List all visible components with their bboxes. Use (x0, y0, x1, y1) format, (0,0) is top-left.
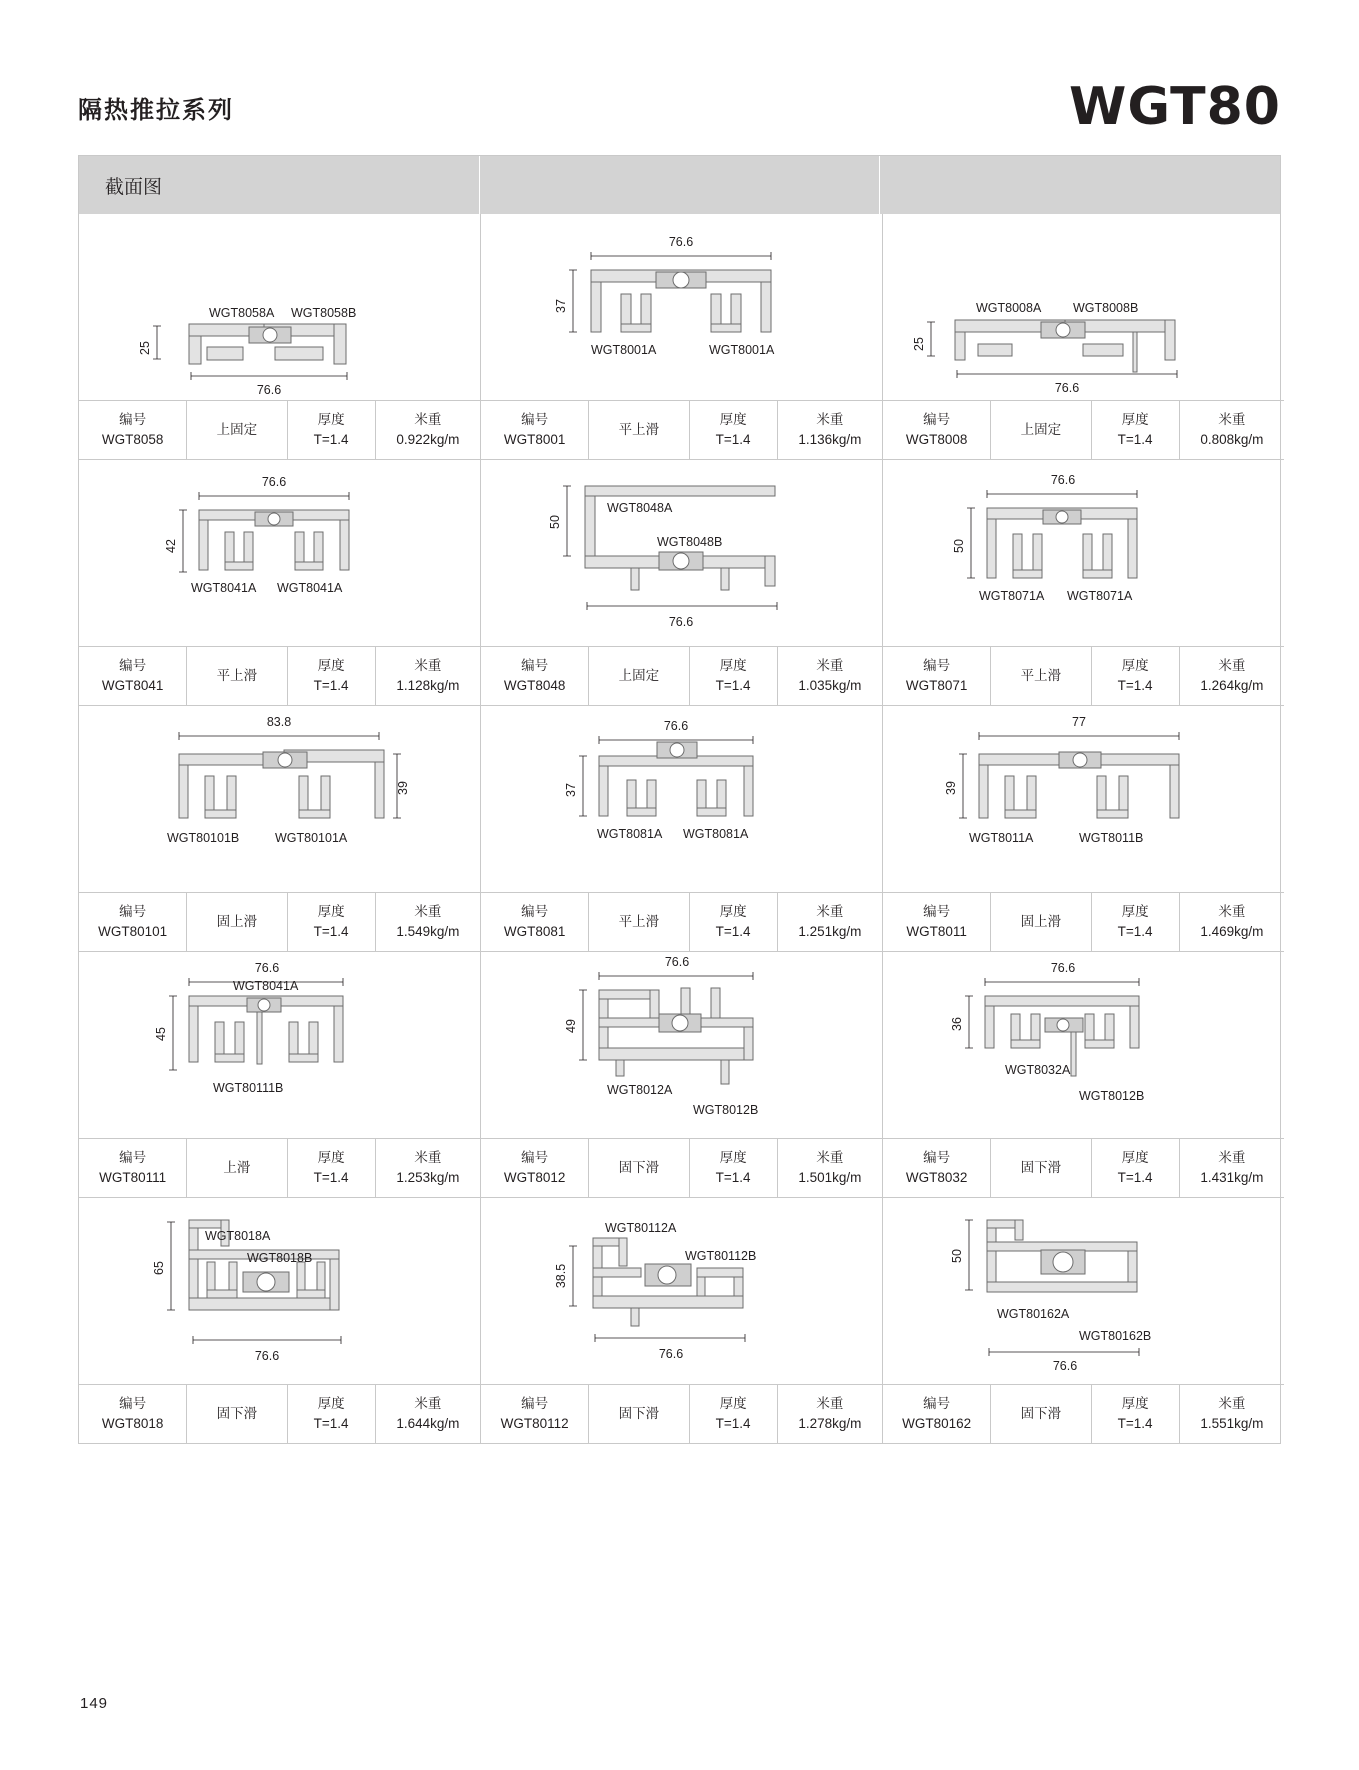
spec-value-thickness: T=1.4 (1117, 678, 1153, 693)
spec-thickness (288, 401, 376, 459)
spec-value-code: WGT8071 (905, 678, 968, 693)
spec-weight (778, 1139, 882, 1197)
part-label: WGT8041A (277, 581, 343, 595)
dim-width: 76.6 (256, 383, 282, 397)
dim-height: 65 (152, 1261, 166, 1275)
section-drawing (79, 1198, 480, 1385)
dim-height: 45 (154, 1027, 168, 1041)
spec-header-code: 编号 (521, 412, 549, 428)
part-label: WGT8012A (607, 1083, 673, 1097)
part-label: WGT80162B (1079, 1329, 1152, 1343)
spec-value-type: 固下滑 (1020, 1406, 1062, 1422)
spec-type (991, 1139, 1091, 1197)
part-label: WGT8012B (1079, 1089, 1145, 1103)
part-label: WGT8001A (591, 343, 657, 357)
spec-header-weight: 米重 (816, 658, 844, 674)
spec-value-thickness: T=1.4 (313, 678, 349, 693)
part-label: WGT8081A (683, 827, 749, 841)
table-row (79, 706, 1280, 952)
dim-width: 76.6 (1054, 381, 1080, 395)
dim-height: 39 (944, 781, 958, 795)
dim-height: 37 (554, 299, 568, 313)
profile-cell (481, 214, 883, 460)
spec-thickness (690, 893, 778, 951)
spec-value-weight: 1.035kg/m (798, 678, 862, 693)
spec-value-type: 固下滑 (618, 1406, 660, 1422)
spec-header-code: 编号 (521, 1396, 549, 1412)
part-label: WGT80101A (275, 831, 348, 845)
part-label: WGT80111B (213, 1081, 284, 1095)
spec-weight (376, 1385, 480, 1443)
spec-row (883, 401, 1284, 460)
spec-value-type: 上固定 (1020, 422, 1062, 438)
dim-width: 76.6 (254, 961, 280, 975)
spec-row (79, 893, 480, 952)
part-label: WGT8011B (1079, 831, 1144, 845)
spec-header-weight: 米重 (816, 1396, 844, 1412)
profile-cell (883, 214, 1284, 460)
spec-type (589, 647, 689, 705)
spec-value-code: WGT8018 (101, 1416, 164, 1431)
spec-header-thickness: 厚度 (317, 658, 345, 674)
spec-thickness (1092, 401, 1180, 459)
spec-value-weight: 1.644kg/m (396, 1416, 460, 1431)
spec-value-type: 固上滑 (1020, 914, 1062, 930)
part-label: WGT8081A (597, 827, 663, 841)
series-code: WGT80 (1069, 77, 1281, 137)
band-empty-cell-1 (480, 156, 881, 214)
spec-thickness (690, 647, 778, 705)
spec-value-code: WGT8001 (503, 432, 566, 447)
part-label: WGT8058B (291, 306, 357, 320)
spec-row (883, 1385, 1284, 1443)
spec-value-weight: 1.253kg/m (396, 1170, 460, 1185)
spec-value-type: 平上滑 (618, 914, 660, 930)
profile-cell (79, 706, 481, 952)
spec-header-code: 编号 (119, 412, 147, 428)
dim-width: 76.6 (663, 719, 689, 733)
section-drawing (481, 706, 882, 893)
spec-header-weight: 米重 (1218, 1150, 1246, 1166)
dim-width: 77 (1072, 715, 1086, 729)
part-label: WGT80112A (605, 1221, 677, 1235)
spec-value-type: 平上滑 (618, 422, 660, 438)
spec-value-code: WGT80162 (902, 1416, 972, 1431)
spec-header-thickness: 厚度 (1121, 658, 1149, 674)
dim-width: 76.6 (1050, 473, 1076, 487)
part-label: WGT8018A (205, 1229, 271, 1243)
profile-cell (79, 952, 481, 1198)
part-label: WGT8058A (209, 306, 275, 320)
spec-header-thickness: 厚度 (719, 1150, 747, 1166)
spec-weight (1180, 893, 1284, 951)
spec-header-thickness: 厚度 (317, 1150, 345, 1166)
spec-thickness (690, 401, 778, 459)
dim-height: 37 (564, 783, 578, 797)
spec-value-weight: 1.264kg/m (1200, 678, 1264, 693)
spec-row (79, 647, 480, 706)
spec-value-weight: 1.549kg/m (396, 924, 460, 939)
spec-header-weight: 米重 (414, 904, 442, 920)
spec-thickness (288, 1385, 376, 1443)
spec-value-thickness: T=1.4 (313, 432, 349, 447)
spec-header-weight: 米重 (414, 1150, 442, 1166)
part-label: WGT8032A (1005, 1063, 1071, 1077)
section-drawing (883, 706, 1284, 893)
spec-value-weight: 1.431kg/m (1200, 1170, 1264, 1185)
spec-type (187, 1385, 287, 1443)
dim-width: 76.6 (1050, 961, 1076, 975)
spec-header-weight: 米重 (1218, 1396, 1246, 1412)
profile-cell (481, 952, 883, 1198)
spec-header-weight: 米重 (1218, 904, 1246, 920)
dim-height: 36 (950, 1017, 964, 1031)
spec-value-thickness: T=1.4 (1117, 1416, 1153, 1431)
part-label: WGT80162A (997, 1307, 1070, 1321)
section-drawing (79, 460, 480, 647)
dim-width: 76.6 (668, 235, 694, 249)
part-label: WGT8012B (693, 1103, 759, 1117)
spec-code (79, 893, 187, 951)
spec-row (79, 1139, 480, 1198)
section-drawing (481, 460, 882, 647)
spec-header-code: 编号 (521, 904, 549, 920)
spec-header-weight: 米重 (414, 658, 442, 674)
spec-type (187, 893, 287, 951)
part-label: WGT8071A (979, 589, 1045, 603)
spec-header-code: 编号 (923, 1150, 951, 1166)
spec-code (481, 647, 589, 705)
spec-thickness (690, 1385, 778, 1443)
spec-type (187, 401, 287, 459)
profile-cell (481, 1198, 883, 1443)
spec-header-thickness: 厚度 (1121, 412, 1149, 428)
spec-code (481, 1385, 589, 1443)
spec-value-weight: 1.551kg/m (1200, 1416, 1264, 1431)
spec-weight (1180, 1385, 1284, 1443)
spec-value-type: 上固定 (216, 422, 258, 438)
spec-value-weight: 1.278kg/m (798, 1416, 862, 1431)
dim-height: 49 (564, 1019, 578, 1033)
dim-width: 76.6 (664, 955, 690, 969)
spec-row (79, 401, 480, 460)
page-number: 149 (80, 1695, 109, 1712)
spec-header-thickness: 厚度 (719, 412, 747, 428)
spec-row (883, 893, 1284, 952)
spec-code (79, 647, 187, 705)
spec-value-weight: 1.469kg/m (1200, 924, 1264, 939)
spec-header-thickness: 厚度 (317, 412, 345, 428)
spec-value-thickness: T=1.4 (715, 432, 751, 447)
profile-cell (79, 1198, 481, 1443)
spec-value-weight: 0.808kg/m (1200, 432, 1264, 447)
spec-row (883, 647, 1284, 706)
spec-value-thickness: T=1.4 (313, 1416, 349, 1431)
spec-code (883, 647, 991, 705)
spec-value-type: 上固定 (618, 668, 660, 684)
spec-value-code: WGT8041 (101, 678, 164, 693)
spec-thickness (1092, 647, 1180, 705)
spec-type (187, 647, 287, 705)
spec-value-code: WGT8048 (503, 678, 566, 693)
spec-thickness (288, 647, 376, 705)
dim-height: 50 (548, 515, 562, 529)
spec-header-thickness: 厚度 (1121, 1150, 1149, 1166)
spec-value-thickness: T=1.4 (1117, 432, 1153, 447)
table-row (79, 952, 1280, 1198)
spec-value-code: WGT8012 (503, 1170, 566, 1185)
spec-row (481, 401, 882, 460)
spec-value-thickness: T=1.4 (715, 1416, 751, 1431)
part-label: WGT8041A (233, 979, 299, 993)
spec-type (589, 1139, 689, 1197)
spec-weight (376, 647, 480, 705)
spec-type (589, 401, 689, 459)
spec-row (883, 1139, 1284, 1198)
spec-type (991, 401, 1091, 459)
dim-height: 39 (396, 781, 410, 795)
spec-code (883, 401, 991, 459)
spec-weight (1180, 647, 1284, 705)
spec-header-thickness: 厚度 (719, 658, 747, 674)
profile-table (78, 155, 1281, 1444)
spec-weight (778, 1385, 882, 1443)
spec-value-type: 固下滑 (216, 1406, 258, 1422)
spec-code (481, 401, 589, 459)
table-row (79, 1198, 1280, 1443)
spec-header-thickness: 厚度 (317, 1396, 345, 1412)
spec-header-thickness: 厚度 (1121, 1396, 1149, 1412)
spec-header-weight: 米重 (1218, 658, 1246, 674)
spec-header-code: 编号 (521, 1150, 549, 1166)
section-drawing (481, 952, 882, 1139)
spec-thickness (690, 1139, 778, 1197)
spec-value-code: WGT8058 (101, 432, 164, 447)
spec-weight (376, 893, 480, 951)
part-label: WGT8008A (976, 301, 1042, 315)
spec-weight (376, 1139, 480, 1197)
spec-header-weight: 米重 (816, 904, 844, 920)
spec-header-code: 编号 (521, 658, 549, 674)
spec-row (79, 1385, 480, 1443)
spec-code (481, 893, 589, 951)
section-drawing (79, 952, 480, 1139)
spec-value-type: 固下滑 (1020, 1160, 1062, 1176)
dim-height: 50 (950, 1249, 964, 1263)
spec-value-thickness: T=1.4 (313, 1170, 349, 1185)
profile-cell (79, 214, 481, 460)
dim-width: 76.6 (254, 1349, 280, 1363)
spec-header-code: 编号 (119, 904, 147, 920)
part-label: WGT8048B (657, 535, 723, 549)
spec-value-thickness: T=1.4 (715, 924, 751, 939)
profile-cell (79, 460, 481, 706)
dim-height: 25 (138, 341, 152, 355)
spec-thickness (1092, 1139, 1180, 1197)
part-label: WGT80101B (167, 831, 240, 845)
spec-value-type: 固下滑 (618, 1160, 660, 1176)
spec-value-weight: 1.251kg/m (798, 924, 862, 939)
spec-header-weight: 米重 (414, 1396, 442, 1412)
section-drawing (481, 214, 882, 401)
spec-header-thickness: 厚度 (1121, 904, 1149, 920)
page-header (78, 78, 1281, 136)
spec-code (79, 1139, 187, 1197)
spec-weight (376, 401, 480, 459)
part-label: WGT8018B (247, 1251, 313, 1265)
series-title: 隔热推拉系列 (78, 96, 234, 124)
band-label-cell: 截面图 (79, 156, 480, 214)
spec-header-code: 编号 (923, 904, 951, 920)
spec-value-thickness: T=1.4 (715, 678, 751, 693)
spec-header-code: 编号 (119, 658, 147, 674)
spec-code (79, 1385, 187, 1443)
spec-value-weight: 1.128kg/m (396, 678, 460, 693)
profile-cell (883, 460, 1284, 706)
dim-width: 76.6 (261, 475, 287, 489)
dim-height: 25 (912, 337, 926, 351)
spec-value-code: WGT8008 (905, 432, 968, 447)
section-drawing (79, 214, 480, 401)
section-drawing (883, 460, 1284, 647)
dim-width: 83.8 (266, 715, 292, 729)
spec-type (187, 1139, 287, 1197)
spec-value-code: WGT8081 (503, 924, 566, 939)
spec-weight (1180, 401, 1284, 459)
spec-header-weight: 米重 (414, 412, 442, 428)
profile-cell (883, 706, 1284, 952)
spec-code (79, 401, 187, 459)
spec-type (991, 1385, 1091, 1443)
profile-cell (481, 460, 883, 706)
spec-code (883, 1385, 991, 1443)
part-label: WGT8001A (709, 343, 775, 357)
spec-header-code: 编号 (923, 1396, 951, 1412)
table-row (79, 460, 1280, 706)
spec-weight (1180, 1139, 1284, 1197)
spec-value-code: WGT80101 (98, 924, 168, 939)
part-label: WGT8011A (969, 831, 1034, 845)
spec-row (481, 1385, 882, 1443)
spec-row (481, 893, 882, 952)
spec-type (589, 893, 689, 951)
spec-value-thickness: T=1.4 (1117, 1170, 1153, 1185)
spec-header-thickness: 厚度 (719, 904, 747, 920)
part-label: WGT80112B (685, 1249, 757, 1263)
dim-width: 76.6 (658, 1347, 684, 1361)
spec-value-type: 上滑 (223, 1160, 251, 1176)
spec-row (481, 647, 882, 706)
spec-value-type: 平上滑 (216, 668, 258, 684)
spec-row (481, 1139, 882, 1198)
spec-value-thickness: T=1.4 (715, 1170, 751, 1185)
section-band (79, 156, 1280, 214)
spec-code (481, 1139, 589, 1197)
part-label: WGT8041A (191, 581, 257, 595)
spec-thickness (288, 893, 376, 951)
spec-thickness (1092, 893, 1180, 951)
spec-header-weight: 米重 (1218, 412, 1246, 428)
spec-code (883, 1139, 991, 1197)
part-label: WGT8071A (1067, 589, 1133, 603)
band-empty-cell-2 (880, 156, 1280, 214)
spec-weight (778, 647, 882, 705)
dim-width: 76.6 (668, 615, 694, 629)
spec-type (991, 647, 1091, 705)
spec-code (883, 893, 991, 951)
spec-header-weight: 米重 (816, 1150, 844, 1166)
spec-header-code: 编号 (923, 412, 951, 428)
spec-value-type: 平上滑 (1020, 668, 1062, 684)
section-drawing (79, 706, 480, 893)
spec-thickness (1092, 1385, 1180, 1443)
dim-height: 42 (164, 539, 178, 553)
section-drawing (883, 1198, 1284, 1385)
spec-header-thickness: 厚度 (719, 1396, 747, 1412)
spec-value-weight: 1.136kg/m (798, 432, 862, 447)
spec-value-type: 固上滑 (216, 914, 258, 930)
table-row (79, 214, 1280, 460)
spec-value-weight: 1.501kg/m (798, 1170, 862, 1185)
section-drawing (883, 952, 1284, 1139)
dim-height: 38.5 (554, 1263, 568, 1289)
profile-cell (481, 706, 883, 952)
dim-height: 50 (952, 539, 966, 553)
section-drawing (883, 214, 1284, 401)
section-drawing (481, 1198, 882, 1385)
spec-header-weight: 米重 (816, 412, 844, 428)
spec-value-code: WGT80112 (500, 1416, 569, 1431)
spec-value-thickness: T=1.4 (313, 924, 349, 939)
spec-weight (778, 893, 882, 951)
spec-header-code: 编号 (119, 1150, 147, 1166)
spec-type (589, 1385, 689, 1443)
spec-value-thickness: T=1.4 (1117, 924, 1153, 939)
spec-header-code: 编号 (119, 1396, 147, 1412)
spec-value-code: WGT8011 (906, 924, 967, 939)
spec-thickness (288, 1139, 376, 1197)
part-label: WGT8008B (1073, 301, 1139, 315)
spec-value-code: WGT80111 (99, 1170, 167, 1185)
part-label: WGT8048A (607, 501, 673, 515)
spec-weight (778, 401, 882, 459)
profile-cell (883, 952, 1284, 1198)
profile-cell (883, 1198, 1284, 1443)
spec-header-thickness: 厚度 (317, 904, 345, 920)
spec-value-code: WGT8032 (905, 1170, 968, 1185)
spec-type (991, 893, 1091, 951)
dim-width: 76.6 (1052, 1359, 1078, 1373)
spec-value-weight: 0.922kg/m (396, 432, 460, 447)
spec-header-code: 编号 (923, 658, 951, 674)
